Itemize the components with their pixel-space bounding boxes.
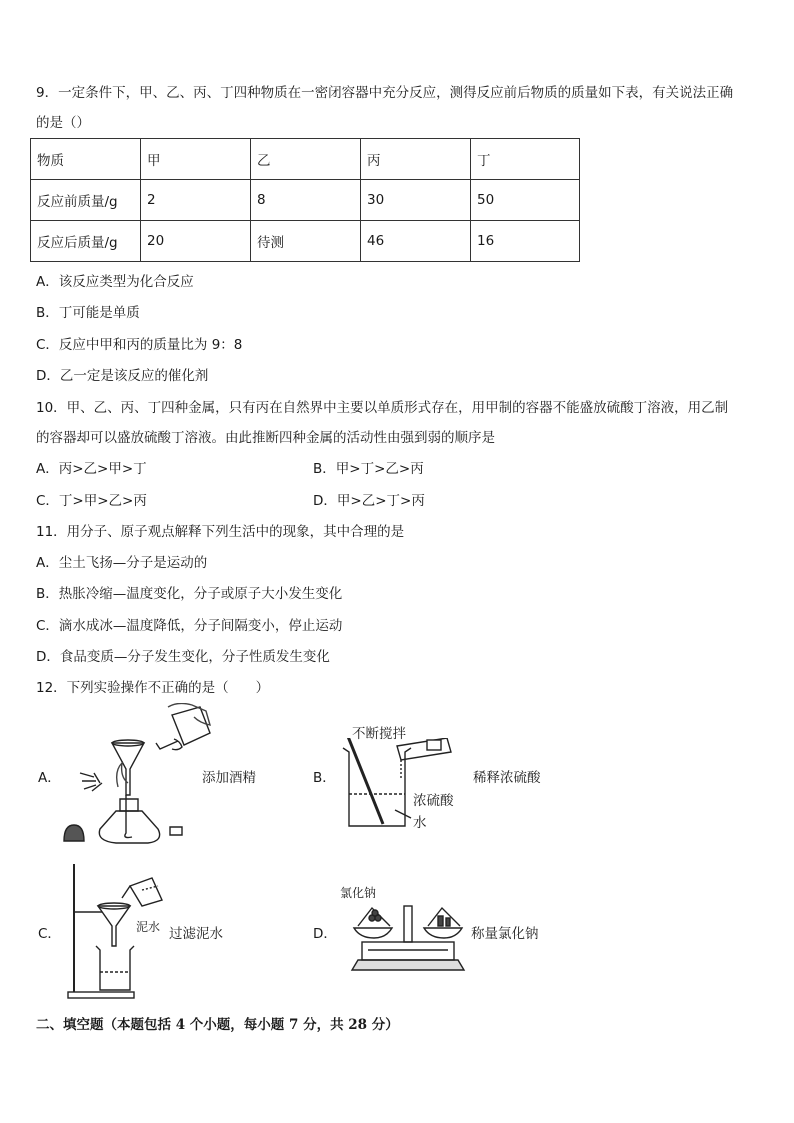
- table-cell: 8: [251, 180, 361, 221]
- q12-b-label-stir: 不断搅拌: [352, 726, 406, 742]
- q10-option-d: D．甲>乙>丁>丙: [313, 493, 425, 509]
- table-cell: 反应后质量/g: [31, 221, 141, 262]
- q9-option-c: C．反应中甲和丙的质量比为 9：8: [36, 337, 243, 353]
- q10-stem-line2: 的容器却可以盛放硫酸丁溶液。由此推断四种金属的活动性由强到弱的顺序是: [36, 430, 495, 446]
- table-cell: 30: [361, 180, 471, 221]
- table-header-cell: 丁: [471, 139, 580, 180]
- q12-option-c-letter: C．: [38, 926, 61, 942]
- q12-option-a-letter: A．: [38, 770, 61, 786]
- q12-option-d-letter: D．: [313, 926, 337, 942]
- q12-stem: 12．下列实验操作不正确的是（ ）: [36, 680, 270, 696]
- q9-option-a: A．该反应类型为化合反应: [36, 274, 194, 290]
- table-cell: 16: [471, 221, 580, 262]
- q12-b-label-acid: 浓硫酸: [413, 793, 454, 809]
- alcohol-lamp-figure: [60, 703, 215, 845]
- q9-stem-line1: 9．一定条件下，甲、乙、丙、丁四种物质在一密闭容器中充分反应，测得反应前后物质的质量如下表，有关说法正确: [36, 85, 734, 101]
- table-row: [31, 180, 580, 221]
- q10-stem-line1: 10．甲、乙、丙、丁四种金属，只有丙在自然界中主要以单质形式存在，用甲制的容器不能盛放硫酸丁溶液，用乙制: [36, 400, 729, 416]
- table-cell: 20: [141, 221, 251, 262]
- q9-option-d: D．乙一定是该反应的催化剂: [36, 368, 209, 384]
- table-cell: 46: [361, 221, 471, 262]
- table-cell: 反应前质量/g: [31, 180, 141, 221]
- q11-option-d: D．食品变质—分子发生变化，分子性质发生变化: [36, 649, 330, 665]
- q11-stem: 11．用分子、原子观点解释下列生活中的现象，其中合理的是: [36, 524, 405, 540]
- q10-option-a: A．丙>乙>甲>丁: [36, 461, 147, 477]
- q12-option-a-caption: 添加酒精: [202, 770, 256, 786]
- q12-option-c-caption: 过滤泥水: [169, 926, 223, 942]
- table-header-cell: 丙: [361, 139, 471, 180]
- table-header-cell: 乙: [251, 139, 361, 180]
- q9-mass-table: [30, 138, 580, 262]
- dilute-acid-figure: [335, 738, 475, 834]
- q9-stem-line2: 的是（）: [36, 115, 90, 131]
- table-header-row: [31, 139, 580, 180]
- table-cell: 50: [471, 180, 580, 221]
- table-header-cell: 物质: [31, 139, 141, 180]
- q9-option-b: B．丁可能是单质: [36, 305, 140, 321]
- section-2-title: 二、填空题（本题包括 4 个小题，每小题 7 分，共 28 分）: [36, 1017, 399, 1033]
- q10-option-b: B．甲>丁>乙>丙: [313, 461, 424, 477]
- table-cell: 待测: [251, 221, 361, 262]
- q12-option-b-letter: B．: [313, 770, 336, 786]
- q12-b-label-water: 水: [413, 815, 427, 831]
- q12-d-label-nacl: 氯化钠: [340, 886, 377, 900]
- table-cell: 2: [141, 180, 251, 221]
- q11-option-b: B．热胀冷缩—温度变化，分子或原子大小发生变化: [36, 586, 343, 602]
- q11-option-c: C．滴水成冰—温度降低，分子间隔变小，停止运动: [36, 618, 343, 634]
- q12-c-label-mud: 泥水: [136, 920, 161, 934]
- table-row: [31, 221, 580, 262]
- q12-option-b-caption: 稀释浓硫酸: [473, 770, 541, 786]
- q12-option-d-caption: 称量氯化钠: [471, 926, 539, 942]
- q11-option-a: A．尘土飞扬—分子是运动的: [36, 555, 208, 571]
- table-header-cell: 甲: [141, 139, 251, 180]
- balance-figure: [348, 898, 468, 978]
- q10-option-c: C．丁>甲>乙>丙: [36, 493, 147, 509]
